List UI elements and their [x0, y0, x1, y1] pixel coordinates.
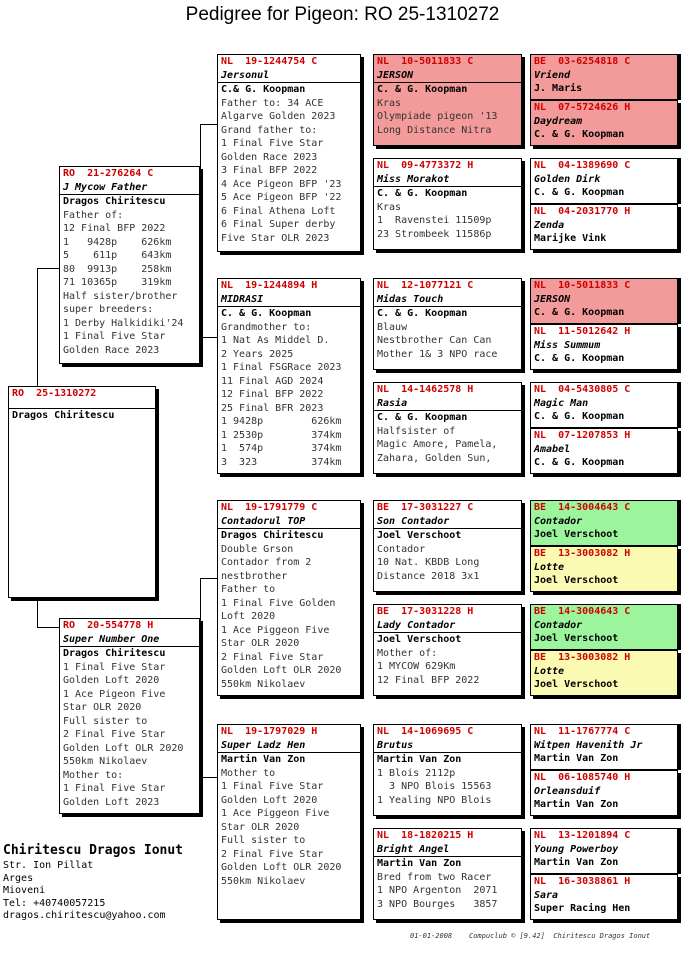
info-line: Half sister/brother: [63, 290, 178, 302]
info-line: Golden Loft 2020: [63, 675, 160, 686]
ggp-name: Son Contador: [374, 515, 521, 530]
ggp-info-line: Distance 2018 3x1: [377, 570, 480, 582]
ggp-info-line: Long Distance Nitra: [377, 124, 492, 136]
info-line: Golden Loft 2020: [221, 794, 318, 806]
gp-fm-breeder: C. & G. Koopman: [221, 308, 312, 319]
info-line: Star OLR 2020: [221, 638, 300, 649]
info-line: 1 9428p 626km: [63, 236, 172, 248]
ggp-ring: BE 17-3031227 C: [377, 502, 474, 513]
info-line: 1 Ace Piggeon Five: [221, 808, 330, 819]
gp-ff-ring: NL 19-1244754 C: [221, 56, 318, 67]
info-line: 71 10365p 319km: [63, 277, 172, 288]
info-line: 80 9913p 258km: [63, 263, 172, 275]
ggp-info-line: 3 NPO Blois 15563: [377, 781, 492, 792]
ggp-breeder: Joel Verschoot: [377, 530, 462, 541]
great-great-grandparent-card[interactable]: [530, 324, 678, 370]
info-line: Golden Race 2023: [63, 344, 160, 356]
info-line: 550km Nikolaev: [221, 678, 306, 690]
ggp-info-line: Magic Amore, Pamela,: [377, 439, 498, 450]
info-line: Star OLR 2020: [221, 821, 300, 833]
info-line: 6 Final Super derby: [221, 219, 336, 230]
info-line: Grandmother to:: [221, 321, 312, 333]
granddam-maternal-card[interactable]: [217, 724, 361, 920]
ggp-info-line: 1 Blois 2112p: [377, 767, 456, 779]
ggp-info-line: Mother 1& 3 NPO race: [377, 348, 498, 360]
info-line: Tel: +40740057215: [3, 897, 106, 909]
gggp-ring: NL 16-3038861 H: [534, 876, 631, 887]
great-great-grandparent-card[interactable]: [530, 204, 678, 250]
info-line: super breeders:: [63, 304, 154, 315]
info-line: 1 9428p 626km: [221, 416, 342, 427]
info-line: 2 Years 2025: [221, 348, 294, 360]
info-line: 1 Final Five Star: [221, 138, 324, 149]
info-line: Golden Loft OLR 2020: [221, 862, 342, 873]
gggp-breeder: Martin Van Zon: [534, 799, 619, 810]
great-great-grandparent-card[interactable]: [530, 500, 678, 546]
mother-name: Super Number One: [60, 633, 199, 648]
gggp-ring: NL 07-1207853 H: [534, 430, 631, 441]
ggp-breeder: C. & G. Koopman: [377, 188, 468, 199]
ggp-info-line: 12 Final BFP 2022: [377, 674, 480, 686]
info-line: Father to: 34 ACE: [221, 97, 324, 109]
owner-name: Chiritescu Dragos Ionut: [3, 843, 184, 858]
ggp-name: JERSON: [374, 69, 521, 84]
gggp-ring: NL 07-5724626 H: [534, 102, 631, 113]
gp-ff-breeder: C.& G. Koopman: [221, 84, 306, 95]
ggp-name: Lady Contador: [374, 619, 521, 634]
info-line: 1 Final Five Star: [63, 661, 166, 673]
great-great-grandparent-card[interactable]: [530, 54, 678, 100]
ggp-breeder: Martin Van Zon: [377, 858, 462, 869]
ggp-info-line: Contador: [377, 543, 426, 555]
ggp-breeder: Joel Verschoot: [377, 634, 462, 645]
info-line: Golden Loft OLR 2020: [63, 742, 184, 754]
gggp-name: Contador: [534, 515, 583, 527]
ggp-info-line: Zahara, Golden Sun,: [377, 452, 492, 464]
info-line: 550km Nikolaev: [221, 875, 306, 887]
info-line: Loft 2020: [221, 611, 276, 622]
info-line: Five Star OLR 2023: [221, 232, 330, 244]
gggp-breeder: C. & G. Koopman: [534, 353, 625, 364]
great-grandparent-card[interactable]: [373, 382, 522, 474]
info-line: 1 Ace Piggeon Five: [221, 624, 330, 636]
gggp-name: Orleansduif: [534, 785, 601, 797]
gggp-breeder: C. & G. Koopman: [534, 457, 625, 468]
info-line: 2 Final Five Star: [63, 729, 166, 740]
ggp-info-line: Blauw: [377, 321, 408, 333]
info-line: 11 Final AGD 2024: [221, 375, 324, 387]
gggp-name: Sara: [534, 889, 559, 901]
gp-mm-info: [218, 767, 360, 889]
great-great-grandparent-card[interactable]: [530, 158, 678, 204]
gp-fm-ring: NL 19-1244894 H: [221, 280, 318, 291]
mother-info: [60, 661, 199, 810]
gggp-name: JERSON: [534, 293, 571, 305]
ggp-info-line: Kras: [377, 201, 402, 213]
gggp-name: Young Powerboy: [534, 843, 619, 855]
ggp-info-line: Kras: [377, 97, 402, 109]
info-line: 1 Final Five Golden: [221, 597, 336, 609]
great-great-grandparent-card[interactable]: [530, 382, 678, 428]
gggp-name: Miss Summum: [534, 339, 601, 351]
gggp-name: Golden Dirk: [534, 173, 601, 185]
gggp-breeder: Marijke Vink: [534, 233, 607, 244]
gggp-ring: BE 03-6254818 C: [534, 56, 631, 67]
ggp-ring: NL 14-1462578 H: [377, 384, 474, 395]
great-great-grandparent-card[interactable]: [530, 650, 678, 696]
gggp-name: Contador: [534, 619, 583, 631]
father-info: [60, 209, 199, 358]
info-line: 5 Ace Pigeon BFP '22: [221, 192, 342, 203]
gggp-ring: NL 06-1085740 H: [534, 772, 631, 783]
gggp-ring: NL 13-1201894 C: [534, 830, 631, 841]
ggp-info-line: 3 NPO Bourges 3857: [377, 898, 498, 910]
info-line: 12 Final BFP 2022: [221, 389, 324, 400]
ggp-ring: NL 10-5011833 C: [377, 56, 474, 67]
info-line: Contador from 2: [221, 557, 312, 568]
gp-mm-breeder: Martin Van Zon: [221, 754, 306, 765]
gggp-ring: NL 10-5011833 C: [534, 280, 631, 291]
gggp-breeder: C. & G. Koopman: [534, 129, 625, 140]
info-line: Father to: [221, 584, 276, 595]
gggp-breeder: C. & G. Koopman: [534, 411, 625, 422]
ggp-info-line: 10 Nat. KBDB Long: [377, 557, 480, 568]
info-line: 3 Final BFP 2022: [221, 165, 318, 176]
info-line: 5 611p 643km: [63, 250, 172, 261]
great-great-grandparent-card[interactable]: [530, 724, 678, 770]
subject-ring: RO 25-1310272: [9, 387, 155, 409]
great-great-grandparent-card[interactable]: [530, 604, 678, 650]
grandsire-paternal-card[interactable]: [217, 54, 361, 252]
info-line: Star OLR 2020: [63, 702, 142, 713]
gggp-name: Amabel: [534, 443, 571, 455]
info-line: 12 Final BFP 2022: [63, 223, 166, 234]
ggp-breeder: Martin Van Zon: [377, 754, 462, 765]
gggp-ring: NL 04-5430805 C: [534, 384, 631, 395]
info-line: 4 Ace Pigeon BFP '23: [221, 178, 342, 190]
gp-mf-breeder: Dragos Chiritescu: [221, 530, 324, 541]
info-line: Mother to:: [63, 769, 124, 781]
ggp-breeder: C. & G. Koopman: [377, 412, 468, 423]
mother-card[interactable]: [59, 618, 200, 814]
ggp-info-line: Olympiade pigeon '13: [377, 111, 498, 122]
gggp-name: Daydream: [534, 115, 583, 127]
ggp-info-line: 1 Ravenstei 11509p: [377, 215, 492, 226]
info-line: 1 Nat As Middel D.: [221, 335, 330, 346]
info-line: dragos.chiritescu@yahoo.com: [3, 910, 166, 921]
gp-mf-info: [218, 543, 360, 692]
great-grandparent-card[interactable]: [373, 604, 522, 696]
gp-mf-name: Contadorul TOP: [218, 515, 360, 530]
info-line: Mioveni: [3, 885, 46, 896]
ggp-name: Bright Angel: [374, 843, 521, 858]
info-line: 1 Final FSGRace 2023: [221, 362, 342, 373]
ggp-info-line: Nestbrother Can Can: [377, 335, 492, 346]
info-line: Algarve Golden 2023: [221, 111, 336, 122]
gggp-name: Zenda: [534, 219, 565, 231]
gggp-ring: NL 04-2031770 H: [534, 206, 631, 217]
ggp-breeder: C. & G. Koopman: [377, 84, 468, 95]
grandsire-maternal-card[interactable]: [217, 500, 361, 696]
ggp-name: Rasia: [374, 397, 521, 412]
ggp-breeder: C. & G. Koopman: [377, 308, 468, 319]
great-grandparent-card[interactable]: [373, 158, 522, 250]
gp-ff-info: [218, 97, 360, 246]
gggp-breeder: Joel Verschoot: [534, 633, 619, 644]
ggp-info-line: 1 Yealing NPO Blois: [377, 794, 492, 806]
gp-mf-ring: NL 19-1791779 C: [221, 502, 318, 513]
info-line: 1 Final Five Star: [63, 331, 166, 342]
gggp-ring: BE 13-3003082 H: [534, 652, 631, 663]
info-line: 1 Final Five Star: [63, 783, 166, 794]
info-line: 1 Derby Halkidiki'24: [63, 317, 184, 329]
gggp-ring: NL 04-1389690 C: [534, 160, 631, 171]
ggp-name: Midas Touch: [374, 293, 521, 308]
great-great-grandparent-card[interactable]: [530, 100, 678, 146]
gggp-breeder: Super Racing Hen: [534, 903, 631, 914]
mother-ring: RO 20-554778 H: [63, 620, 154, 631]
ggp-info-line: Halfsister of: [377, 425, 456, 437]
info-line: 550km Nikolaev: [63, 756, 148, 767]
gp-fm-name: MIDRASI: [218, 293, 360, 308]
great-great-grandparent-card[interactable]: [530, 874, 678, 920]
info-line: Golden Loft 2023: [63, 796, 160, 808]
gggp-ring: NL 11-5012642 H: [534, 326, 631, 337]
page-title: Pedigree for Pigeon: RO 25-1310272: [185, 4, 500, 25]
info-line: 2 Final Five Star: [221, 848, 324, 860]
subject-breeder: Dragos Chiritescu: [12, 410, 115, 421]
gggp-name: Lotte: [534, 665, 565, 677]
connector-mother-grandparents: [200, 578, 218, 778]
great-grandparent-card[interactable]: [373, 828, 522, 920]
gggp-breeder: J. Maris: [534, 83, 583, 94]
father-breeder: Dragos Chiritescu: [63, 196, 166, 207]
info-line: Str. Ion Pillat: [3, 860, 94, 871]
great-grandparent-card[interactable]: [373, 54, 522, 146]
gggp-ring: NL 11-1767774 C: [534, 726, 631, 737]
great-great-grandparent-card[interactable]: [530, 770, 678, 816]
info-line: 3 323 374km: [221, 456, 342, 468]
info-line: 1 Final Five Star: [221, 781, 324, 792]
gggp-breeder: C. & G. Koopman: [534, 187, 625, 198]
subject-card[interactable]: [8, 386, 156, 598]
gggp-name: Lotte: [534, 561, 565, 573]
great-great-grandparent-card[interactable]: [530, 428, 678, 474]
info-line: Arges: [3, 872, 34, 884]
gggp-ring: BE 14-3004643 C: [534, 502, 631, 513]
footer-text: 01-01-2008 Compuclub © [9.42] Chiritescu Dragos Ionut: [410, 932, 651, 940]
great-grandparent-card[interactable]: [373, 278, 522, 370]
mother-breeder: Dragos Chiritescu: [63, 648, 166, 659]
gggp-name: Witpen Havenith Jr: [534, 739, 643, 751]
father-name: J Mycow Father: [60, 181, 199, 196]
ggp-ring: BE 17-3031228 H: [377, 606, 474, 617]
gp-mm-name: Super Ladz Hen: [218, 739, 360, 754]
ggp-ring: NL 12-1077121 C: [377, 280, 474, 291]
gggp-breeder: Joel Verschoot: [534, 679, 619, 690]
gggp-breeder: Joel Verschoot: [534, 575, 619, 586]
owner-details: [3, 860, 183, 923]
ggp-info-line: Mother of:: [377, 647, 438, 659]
great-grandparent-card[interactable]: [373, 724, 522, 816]
ggp-info-line: 23 Strombeek 11586p: [377, 228, 492, 240]
info-line: 1 Ace Pigeon Five: [63, 688, 166, 700]
great-great-grandparent-card[interactable]: [530, 546, 678, 592]
great-great-grandparent-card[interactable]: [530, 278, 678, 324]
great-great-grandparent-card[interactable]: [530, 828, 678, 874]
great-grandparent-card[interactable]: [373, 500, 522, 592]
ggp-ring: NL 18-1820215 H: [377, 830, 474, 841]
gp-fm-info: [218, 321, 360, 470]
info-line: Father of:: [63, 209, 124, 221]
info-line: 1 2530p 374km: [221, 429, 342, 441]
gggp-ring: BE 14-3004643 C: [534, 606, 631, 617]
ggp-ring: NL 14-1069695 C: [377, 726, 474, 737]
info-line: Double Grson: [221, 543, 294, 555]
gggp-name: Vriend: [534, 69, 571, 81]
ggp-name: Brutus: [374, 739, 521, 754]
ggp-ring: NL 09-4773372 H: [377, 160, 474, 171]
connector-father-grandparents: [200, 124, 218, 338]
father-ring: RO 21-276264 C: [63, 168, 154, 179]
gggp-ring: BE 13-3003082 H: [534, 548, 631, 559]
info-line: nestbrother: [221, 570, 288, 582]
ggp-info-line: 1 MYCOW 629Km: [377, 661, 456, 672]
father-card[interactable]: [59, 166, 200, 364]
ggp-info-line: Bred from two Racer: [377, 871, 492, 883]
gggp-breeder: Martin Van Zon: [534, 753, 619, 764]
owner-block: [3, 842, 183, 923]
info-line: 2 Final Five Star: [221, 651, 324, 663]
gggp-name: Magic Man: [534, 397, 589, 409]
ggp-info-line: 1 NPO Argenton 2071: [377, 885, 498, 896]
info-line: 6 Final Athena Loft: [221, 205, 336, 217]
ggp-name: Miss Morakot: [374, 173, 521, 188]
info-line: 1 574p 374km: [221, 443, 342, 454]
gggp-breeder: Joel Verschoot: [534, 529, 619, 540]
info-line: Golden Race 2023: [221, 151, 318, 163]
granddam-paternal-card[interactable]: [217, 278, 361, 474]
gggp-breeder: C. & G. Koopman: [534, 307, 625, 318]
info-line: Full sister to: [221, 835, 306, 846]
gp-ff-name: Jersonul: [218, 69, 360, 84]
info-line: Golden Loft OLR 2020: [221, 665, 342, 676]
gggp-breeder: Martin Van Zon: [534, 857, 619, 868]
info-line: Full sister to: [63, 715, 148, 727]
info-line: 25 Final BFR 2023: [221, 402, 324, 414]
gp-mm-ring: NL 19-1797029 H: [221, 726, 318, 737]
info-line: Grand father to:: [221, 124, 318, 136]
info-line: Mother to: [221, 767, 276, 779]
